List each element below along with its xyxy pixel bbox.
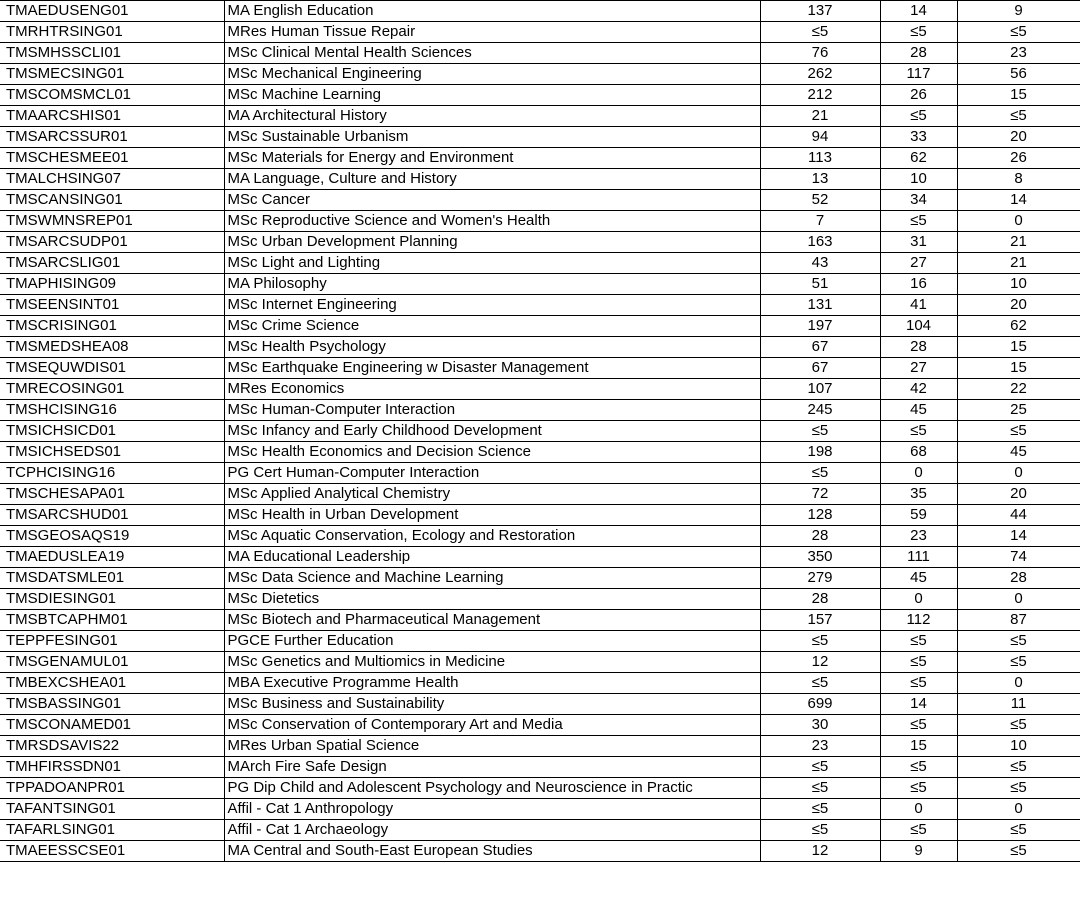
acceptances-cell[interactable]: ≤5: [957, 421, 1080, 442]
programme-name-cell[interactable]: MSc Health Economics and Decision Science: [224, 442, 760, 463]
table-row: [0, 274, 1080, 295]
offers-cell[interactable]: 23: [880, 526, 957, 547]
offers-cell[interactable]: 62: [880, 148, 957, 169]
programme-code-cell[interactable]: TMSDIESING01: [0, 589, 224, 610]
programme-name-cell[interactable]: MSc Biotech and Pharmaceutical Management: [224, 610, 760, 631]
applications-cell[interactable]: 279: [760, 568, 880, 589]
offers-cell[interactable]: ≤5: [880, 757, 957, 778]
offers-cell[interactable]: ≤5: [880, 715, 957, 736]
programme-code-cell[interactable]: TMSARCSUDP01: [0, 232, 224, 253]
programme-name-cell[interactable]: MRes Human Tissue Repair: [224, 22, 760, 43]
applications-cell[interactable]: 76: [760, 43, 880, 64]
programme-name-cell[interactable]: MSc Infancy and Early Childhood Development: [224, 421, 760, 442]
offers-cell[interactable]: 117: [880, 64, 957, 85]
offers-cell[interactable]: 14: [880, 1, 957, 22]
table-row: [0, 316, 1080, 337]
acceptances-cell[interactable]: ≤5: [957, 715, 1080, 736]
acceptances-cell[interactable]: 0: [957, 673, 1080, 694]
applications-cell[interactable]: 21: [760, 106, 880, 127]
programme-name-cell[interactable]: MA Educational Leadership: [224, 547, 760, 568]
programme-code-cell[interactable]: TPPADOANPR01: [0, 778, 224, 799]
programme-name-cell[interactable]: MSc Cancer: [224, 190, 760, 211]
table-row: [0, 841, 1080, 862]
programme-code-cell[interactable]: TMSBTCAPHM01: [0, 610, 224, 631]
acceptances-cell[interactable]: 11: [957, 694, 1080, 715]
acceptances-cell[interactable]: ≤5: [957, 841, 1080, 862]
table-row: [0, 337, 1080, 358]
offers-cell[interactable]: ≤5: [880, 106, 957, 127]
programme-name-cell[interactable]: MSc Internet Engineering: [224, 295, 760, 316]
table-row: [0, 799, 1080, 820]
acceptances-cell[interactable]: ≤5: [957, 778, 1080, 799]
programme-name-cell[interactable]: MSc Machine Learning: [224, 85, 760, 106]
programme-name-cell[interactable]: MSc Health in Urban Development: [224, 505, 760, 526]
applications-cell[interactable]: 72: [760, 484, 880, 505]
table-row: [0, 148, 1080, 169]
offers-cell[interactable]: 59: [880, 505, 957, 526]
table-row: [0, 631, 1080, 652]
offers-cell[interactable]: 0: [880, 463, 957, 484]
applications-cell[interactable]: ≤5: [760, 421, 880, 442]
programme-code-cell[interactable]: TMAPHISING09: [0, 274, 224, 295]
programme-name-cell[interactable]: MSc Business and Sustainability: [224, 694, 760, 715]
applications-cell[interactable]: ≤5: [760, 631, 880, 652]
programme-code-cell[interactable]: TMSCANSING01: [0, 190, 224, 211]
acceptances-cell[interactable]: ≤5: [957, 22, 1080, 43]
acceptances-cell[interactable]: ≤5: [957, 820, 1080, 841]
table-row: [0, 400, 1080, 421]
programme-name-cell[interactable]: MSc Data Science and Machine Learning: [224, 568, 760, 589]
programme-code-cell[interactable]: TMSEQUWDIS01: [0, 358, 224, 379]
table-body: [0, 1, 1080, 862]
applications-cell[interactable]: 350: [760, 547, 880, 568]
offers-cell[interactable]: 35: [880, 484, 957, 505]
offers-cell[interactable]: 27: [880, 253, 957, 274]
table-row: [0, 379, 1080, 400]
table-row: [0, 127, 1080, 148]
table-row: [0, 778, 1080, 799]
offers-cell[interactable]: 9: [880, 841, 957, 862]
offers-cell[interactable]: 15: [880, 736, 957, 757]
offers-cell[interactable]: 27: [880, 358, 957, 379]
table-row: [0, 547, 1080, 568]
programme-code-cell[interactable]: TMHFIRSSDN01: [0, 757, 224, 778]
applications-cell[interactable]: 262: [760, 64, 880, 85]
programme-name-cell[interactable]: MA English Education: [224, 1, 760, 22]
acceptances-cell[interactable]: 44: [957, 505, 1080, 526]
programme-name-cell[interactable]: MBA Executive Programme Health: [224, 673, 760, 694]
programme-code-cell[interactable]: TEPPFESING01: [0, 631, 224, 652]
acceptances-cell[interactable]: 21: [957, 253, 1080, 274]
applications-cell[interactable]: 28: [760, 526, 880, 547]
offers-cell[interactable]: 41: [880, 295, 957, 316]
programme-code-cell[interactable]: TMSWMNSREP01: [0, 211, 224, 232]
programme-code-cell[interactable]: TMSDATSMLE01: [0, 568, 224, 589]
offers-cell[interactable]: 112: [880, 610, 957, 631]
offers-cell[interactable]: ≤5: [880, 211, 957, 232]
table-row: [0, 22, 1080, 43]
applications-cell[interactable]: 67: [760, 337, 880, 358]
table-row: [0, 253, 1080, 274]
table-row: [0, 358, 1080, 379]
programme-code-cell[interactable]: TMSICHSICD01: [0, 421, 224, 442]
acceptances-cell[interactable]: 23: [957, 43, 1080, 64]
programme-name-cell[interactable]: MSc Urban Development Planning: [224, 232, 760, 253]
applications-cell[interactable]: 43: [760, 253, 880, 274]
table-row: [0, 610, 1080, 631]
programme-name-cell[interactable]: MSc Light and Lighting: [224, 253, 760, 274]
programme-code-cell[interactable]: TMSCRISING01: [0, 316, 224, 337]
table-row: [0, 211, 1080, 232]
offers-cell[interactable]: 0: [880, 799, 957, 820]
applications-cell[interactable]: 30: [760, 715, 880, 736]
acceptances-cell[interactable]: 22: [957, 379, 1080, 400]
programme-code-cell[interactable]: TMSGENAMUL01: [0, 652, 224, 673]
applications-cell[interactable]: 51: [760, 274, 880, 295]
acceptances-cell[interactable]: 28: [957, 568, 1080, 589]
programme-code-cell[interactable]: TMSGEOSAQS19: [0, 526, 224, 547]
table-row: [0, 820, 1080, 841]
applications-cell[interactable]: ≤5: [760, 778, 880, 799]
table-row: [0, 715, 1080, 736]
programme-name-cell[interactable]: MSc Applied Analytical Chemistry: [224, 484, 760, 505]
table-row: [0, 652, 1080, 673]
acceptances-cell[interactable]: 25: [957, 400, 1080, 421]
programme-name-cell[interactable]: MSc Crime Science: [224, 316, 760, 337]
programme-code-cell[interactable]: TMSARCSSUR01: [0, 127, 224, 148]
applications-cell[interactable]: 197: [760, 316, 880, 337]
applications-cell[interactable]: ≤5: [760, 22, 880, 43]
acceptances-cell[interactable]: 74: [957, 547, 1080, 568]
acceptances-cell[interactable]: 21: [957, 232, 1080, 253]
programme-code-cell[interactable]: TAFANTSING01: [0, 799, 224, 820]
offers-cell[interactable]: ≤5: [880, 652, 957, 673]
offers-cell[interactable]: 28: [880, 43, 957, 64]
applications-cell[interactable]: 128: [760, 505, 880, 526]
programme-code-cell[interactable]: TCPHCISING16: [0, 463, 224, 484]
applications-cell[interactable]: 212: [760, 85, 880, 106]
programme-code-cell[interactable]: TMSCHESMEE01: [0, 148, 224, 169]
acceptances-cell[interactable]: 10: [957, 274, 1080, 295]
applications-cell[interactable]: 245: [760, 400, 880, 421]
applications-cell[interactable]: 12: [760, 652, 880, 673]
table-row: [0, 589, 1080, 610]
offers-cell[interactable]: 33: [880, 127, 957, 148]
offers-cell[interactable]: 42: [880, 379, 957, 400]
table-row: [0, 295, 1080, 316]
programme-code-cell[interactable]: TMAEDUSENG01: [0, 1, 224, 22]
programme-code-cell[interactable]: TMSMECSING01: [0, 64, 224, 85]
acceptances-cell[interactable]: 0: [957, 589, 1080, 610]
table-row: [0, 694, 1080, 715]
programme-code-cell[interactable]: TMRECOSING01: [0, 379, 224, 400]
applications-cell[interactable]: 7: [760, 211, 880, 232]
programme-name-cell[interactable]: MSc Materials for Energy and Environment: [224, 148, 760, 169]
programme-name-cell[interactable]: MSc Earthquake Engineering w Disaster Management: [224, 358, 760, 379]
table-row: [0, 1, 1080, 22]
table-row: [0, 421, 1080, 442]
acceptances-cell[interactable]: 9: [957, 1, 1080, 22]
offers-cell[interactable]: 104: [880, 316, 957, 337]
programme-code-cell[interactable]: TMSICHSEDS01: [0, 442, 224, 463]
acceptances-cell[interactable]: 56: [957, 64, 1080, 85]
programme-name-cell[interactable]: MA Language, Culture and History: [224, 169, 760, 190]
offers-cell[interactable]: 26: [880, 85, 957, 106]
programme-code-cell[interactable]: TMSMEDSHEA08: [0, 337, 224, 358]
table-row: [0, 43, 1080, 64]
acceptances-cell[interactable]: 15: [957, 337, 1080, 358]
programme-name-cell[interactable]: MSc Mechanical Engineering: [224, 64, 760, 85]
programme-name-cell[interactable]: MSc Health Psychology: [224, 337, 760, 358]
applications-cell[interactable]: ≤5: [760, 757, 880, 778]
applications-cell[interactable]: 94: [760, 127, 880, 148]
acceptances-cell[interactable]: 20: [957, 127, 1080, 148]
table-row: [0, 757, 1080, 778]
programme-code-cell[interactable]: TMSBASSING01: [0, 694, 224, 715]
table-row: [0, 106, 1080, 127]
programme-code-cell[interactable]: TMSEENSINT01: [0, 295, 224, 316]
programme-name-cell[interactable]: MA Central and South-East European Studies: [224, 841, 760, 862]
offers-cell[interactable]: 14: [880, 694, 957, 715]
programme-name-cell[interactable]: PGCE Further Education: [224, 631, 760, 652]
programme-name-cell[interactable]: Affil - Cat 1 Archaeology: [224, 820, 760, 841]
table-row: [0, 64, 1080, 85]
programme-code-cell[interactable]: TMSARCSLIG01: [0, 253, 224, 274]
table-row: [0, 190, 1080, 211]
applications-cell[interactable]: 67: [760, 358, 880, 379]
acceptances-cell[interactable]: 15: [957, 358, 1080, 379]
programme-code-cell[interactable]: TMSCOMSMCL01: [0, 85, 224, 106]
applications-cell[interactable]: 157: [760, 610, 880, 631]
acceptances-cell[interactable]: 62: [957, 316, 1080, 337]
table-row: [0, 442, 1080, 463]
programme-code-cell[interactable]: TMALCHSING07: [0, 169, 224, 190]
programme-name-cell[interactable]: MSc Conservation of Contemporary Art and Media: [224, 715, 760, 736]
table-row: [0, 673, 1080, 694]
programme-name-cell[interactable]: MRes Economics: [224, 379, 760, 400]
offers-cell[interactable]: 68: [880, 442, 957, 463]
programme-name-cell[interactable]: MSc Reproductive Science and Women's Health: [224, 211, 760, 232]
programme-code-cell[interactable]: TMSARCSHUD01: [0, 505, 224, 526]
acceptances-cell[interactable]: 8: [957, 169, 1080, 190]
offers-cell[interactable]: 0: [880, 589, 957, 610]
offers-cell[interactable]: ≤5: [880, 820, 957, 841]
offers-cell[interactable]: ≤5: [880, 778, 957, 799]
offers-cell[interactable]: ≤5: [880, 22, 957, 43]
programme-name-cell[interactable]: MSc Sustainable Urbanism: [224, 127, 760, 148]
offers-cell[interactable]: ≤5: [880, 631, 957, 652]
acceptances-cell[interactable]: 14: [957, 526, 1080, 547]
offers-cell[interactable]: 34: [880, 190, 957, 211]
programme-code-cell[interactable]: TMRHTRSING01: [0, 22, 224, 43]
acceptances-cell[interactable]: 87: [957, 610, 1080, 631]
programme-name-cell[interactable]: MA Architectural History: [224, 106, 760, 127]
table-row: [0, 505, 1080, 526]
applications-cell[interactable]: 12: [760, 841, 880, 862]
table-row: [0, 484, 1080, 505]
table-row: [0, 232, 1080, 253]
programme-name-cell[interactable]: PG Dip Child and Adolescent Psychology and Neuroscience in Practic: [224, 778, 760, 799]
programme-name-cell[interactable]: Affil - Cat 1 Anthropology: [224, 799, 760, 820]
table-row: [0, 85, 1080, 106]
applications-cell[interactable]: 137: [760, 1, 880, 22]
applications-cell[interactable]: ≤5: [760, 463, 880, 484]
applications-cell[interactable]: 131: [760, 295, 880, 316]
applications-cell[interactable]: 198: [760, 442, 880, 463]
acceptances-cell[interactable]: 15: [957, 85, 1080, 106]
programme-code-cell[interactable]: TMSCHESAPA01: [0, 484, 224, 505]
programme-name-cell[interactable]: PG Cert Human-Computer Interaction: [224, 463, 760, 484]
applications-cell[interactable]: 52: [760, 190, 880, 211]
table-row: [0, 568, 1080, 589]
offers-cell[interactable]: ≤5: [880, 673, 957, 694]
applications-cell[interactable]: ≤5: [760, 799, 880, 820]
acceptances-cell[interactable]: 10: [957, 736, 1080, 757]
programme-name-cell[interactable]: MA Philosophy: [224, 274, 760, 295]
acceptances-cell[interactable]: ≤5: [957, 631, 1080, 652]
programme-code-cell[interactable]: TMAEDUSLEA19: [0, 547, 224, 568]
programme-code-cell[interactable]: TMRSDSAVIS22: [0, 736, 224, 757]
acceptances-cell[interactable]: 0: [957, 463, 1080, 484]
offers-cell[interactable]: 45: [880, 568, 957, 589]
offers-cell[interactable]: 16: [880, 274, 957, 295]
applications-cell[interactable]: 23: [760, 736, 880, 757]
table-row: [0, 169, 1080, 190]
applications-cell[interactable]: ≤5: [760, 673, 880, 694]
programme-name-cell[interactable]: MSc Aquatic Conservation, Ecology and Restoration: [224, 526, 760, 547]
table-row: [0, 526, 1080, 547]
programme-name-cell[interactable]: MArch Fire Safe Design: [224, 757, 760, 778]
acceptances-cell[interactable]: ≤5: [957, 652, 1080, 673]
programme-code-cell[interactable]: TMAARCSHIS01: [0, 106, 224, 127]
programme-code-cell[interactable]: TAFARLSING01: [0, 820, 224, 841]
programme-name-cell[interactable]: MRes Urban Spatial Science: [224, 736, 760, 757]
acceptances-cell[interactable]: 20: [957, 295, 1080, 316]
table-row: [0, 463, 1080, 484]
acceptances-cell[interactable]: 45: [957, 442, 1080, 463]
acceptances-cell[interactable]: ≤5: [957, 106, 1080, 127]
table-row: [0, 736, 1080, 757]
acceptances-cell[interactable]: 26: [957, 148, 1080, 169]
programme-name-cell[interactable]: MSc Genetics and Multiomics in Medicine: [224, 652, 760, 673]
programme-name-cell[interactable]: MSc Human-Computer Interaction: [224, 400, 760, 421]
applications-cell[interactable]: ≤5: [760, 820, 880, 841]
offers-cell[interactable]: 111: [880, 547, 957, 568]
offers-cell[interactable]: 28: [880, 337, 957, 358]
applications-cell[interactable]: 107: [760, 379, 880, 400]
programme-code-cell[interactable]: TMSMHSSCLI01: [0, 43, 224, 64]
offers-cell[interactable]: ≤5: [880, 421, 957, 442]
applications-cell[interactable]: 699: [760, 694, 880, 715]
programme-name-cell[interactable]: MSc Clinical Mental Health Sciences: [224, 43, 760, 64]
acceptances-cell[interactable]: 14: [957, 190, 1080, 211]
offers-cell[interactable]: 31: [880, 232, 957, 253]
applications-cell[interactable]: 163: [760, 232, 880, 253]
programme-code-cell[interactable]: TMSCONAMED01: [0, 715, 224, 736]
offers-cell[interactable]: 10: [880, 169, 957, 190]
programme-code-cell[interactable]: TMBEXCSHEA01: [0, 673, 224, 694]
acceptances-cell[interactable]: 0: [957, 799, 1080, 820]
programme-code-cell[interactable]: TMAEESSCSE01: [0, 841, 224, 862]
acceptances-cell[interactable]: ≤5: [957, 757, 1080, 778]
programme-name-cell[interactable]: MSc Dietetics: [224, 589, 760, 610]
applications-cell[interactable]: 28: [760, 589, 880, 610]
acceptances-cell[interactable]: 0: [957, 211, 1080, 232]
programme-code-cell[interactable]: TMSHCISING16: [0, 400, 224, 421]
acceptances-cell[interactable]: 20: [957, 484, 1080, 505]
offers-cell[interactable]: 45: [880, 400, 957, 421]
applications-cell[interactable]: 13: [760, 169, 880, 190]
applications-cell[interactable]: 113: [760, 148, 880, 169]
